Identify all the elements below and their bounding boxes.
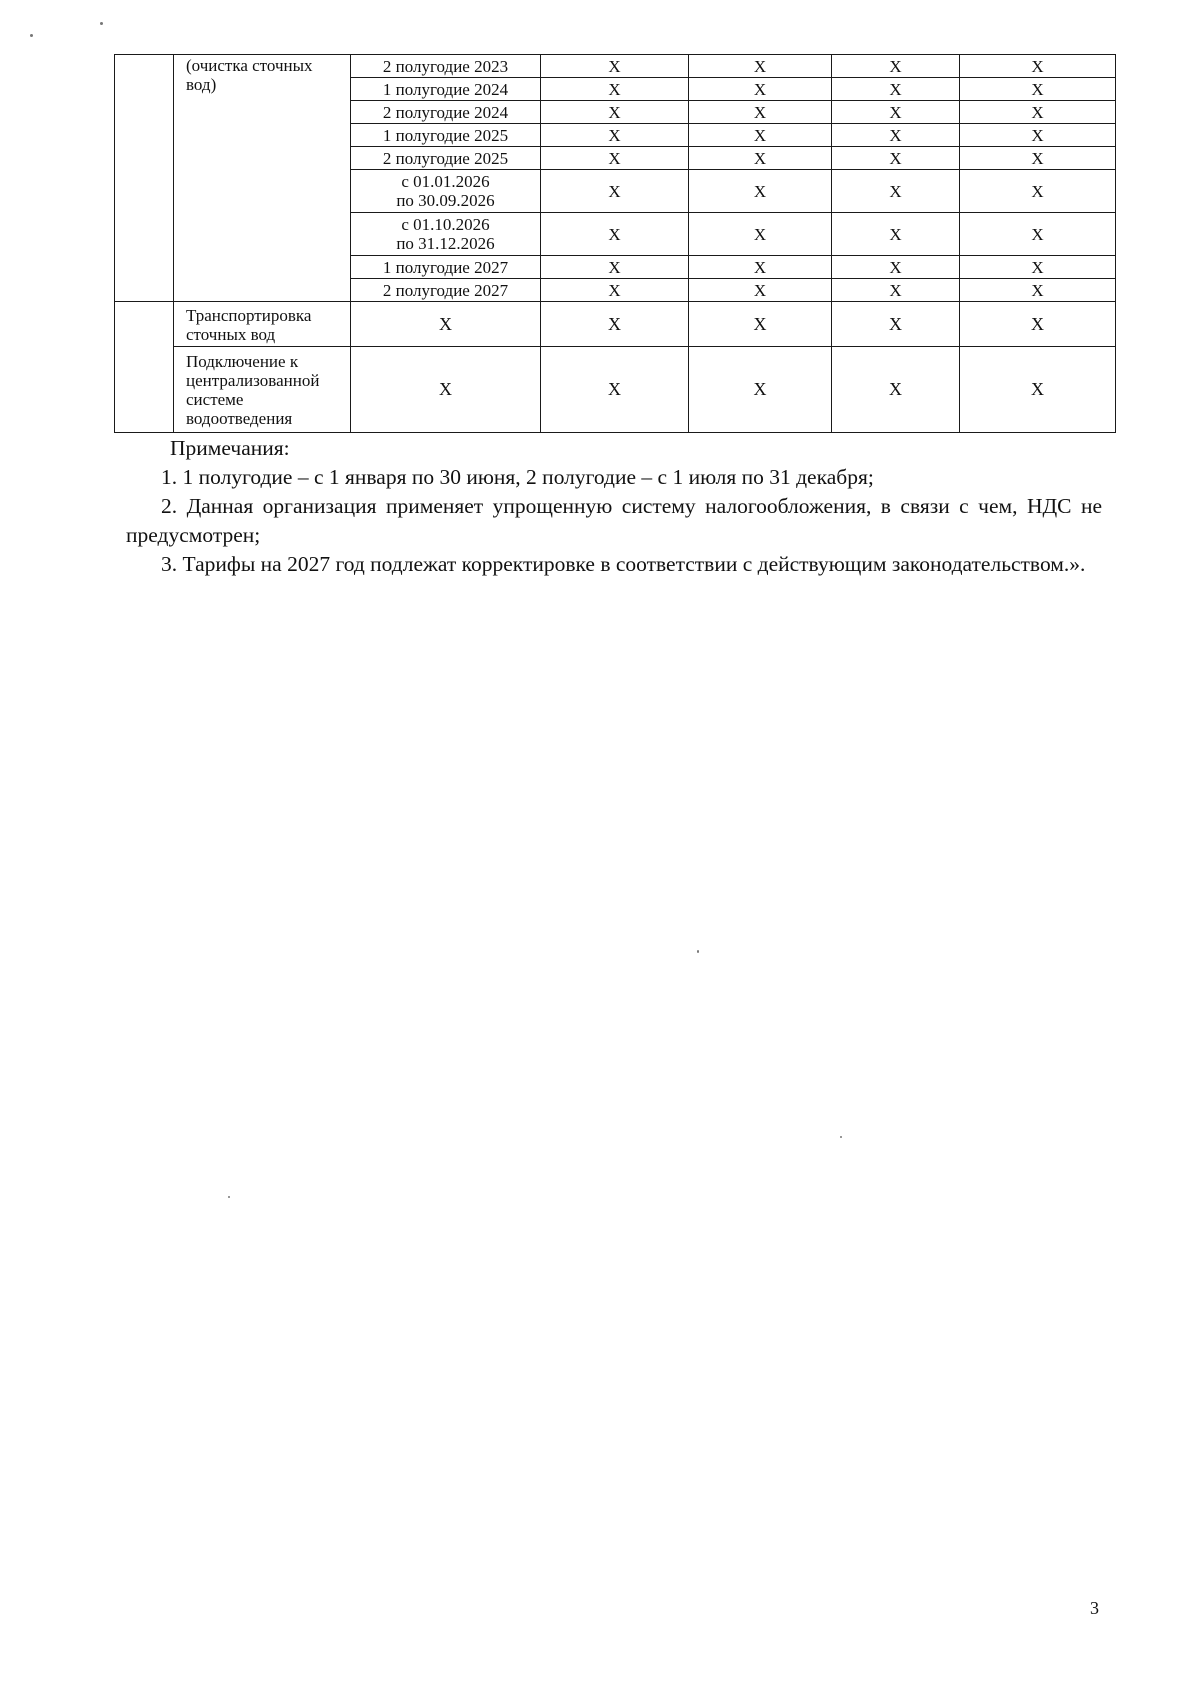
- value-cell: Х: [541, 147, 689, 170]
- value-cell: Х: [960, 55, 1116, 78]
- value-cell: Х: [960, 170, 1116, 213]
- tariff-table: [114, 54, 1116, 433]
- value-cell: Х: [832, 302, 960, 347]
- value-cell: Х: [541, 256, 689, 279]
- period-end: по 31.12.2026: [396, 234, 495, 253]
- value-cell: Х: [960, 302, 1116, 347]
- service-name-cell: Подключение к централизованной системе водоотведения: [174, 347, 351, 433]
- period-cell: [351, 213, 541, 256]
- note-item: 3. Тарифы на 2027 год подлежат корректировке в соответствии с действующим законодательством.».: [161, 552, 1086, 576]
- value-cell: Х: [689, 147, 832, 170]
- value-cell: Х: [351, 302, 541, 347]
- table-row: [115, 347, 1116, 433]
- value-cell: Х: [689, 101, 832, 124]
- scan-speck: [228, 1196, 230, 1198]
- period-cell: 2 полугодие 2023: [351, 55, 541, 78]
- scan-speck: [840, 1136, 842, 1138]
- period-cell: 2 полугодие 2027: [351, 279, 541, 302]
- value-cell: Х: [960, 213, 1116, 256]
- value-cell: Х: [689, 302, 832, 347]
- value-cell: Х: [541, 279, 689, 302]
- period-start: с 01.10.2026: [401, 215, 490, 234]
- value-cell: Х: [541, 124, 689, 147]
- notes-section: [126, 434, 1102, 579]
- period-cell: 2 полугодие 2025: [351, 147, 541, 170]
- value-cell: Х: [541, 213, 689, 256]
- period-cell: 2 полугодие 2024: [351, 101, 541, 124]
- value-cell: Х: [960, 256, 1116, 279]
- value-cell: Х: [541, 101, 689, 124]
- value-cell: Х: [689, 55, 832, 78]
- table-row: [115, 302, 1116, 347]
- value-cell: Х: [832, 147, 960, 170]
- period-cell: 1 полугодие 2025: [351, 124, 541, 147]
- notes-title: Примечания:: [170, 436, 290, 460]
- value-cell: Х: [960, 279, 1116, 302]
- page-number: 3: [1090, 1598, 1099, 1618]
- value-cell: Х: [832, 124, 960, 147]
- value-cell: Х: [960, 347, 1116, 433]
- value-cell: Х: [832, 256, 960, 279]
- value-cell: Х: [832, 213, 960, 256]
- note-item: 2. Данная организация применяет упрощенную систему налогообложения, в связи с чем, НДС не предусмотрен;: [126, 494, 1102, 547]
- value-cell: Х: [689, 213, 832, 256]
- note-item: 1. 1 полугодие – с 1 января по 30 июня, 2 полугодие – с 1 июля по 31 декабря;: [161, 465, 874, 489]
- service-name-cell: (очистка сточных вод): [174, 55, 351, 302]
- value-cell: Х: [541, 347, 689, 433]
- period-cell: 1 полугодие 2024: [351, 78, 541, 101]
- value-cell: Х: [832, 279, 960, 302]
- number-cell: [115, 302, 174, 433]
- scan-speck: [697, 950, 699, 953]
- value-cell: Х: [351, 347, 541, 433]
- number-cell: [115, 55, 174, 302]
- value-cell: Х: [689, 347, 832, 433]
- period-cell: 1 полугодие 2027: [351, 256, 541, 279]
- value-cell: Х: [689, 124, 832, 147]
- value-cell: Х: [689, 170, 832, 213]
- scan-speck: [100, 22, 103, 25]
- period-start: с 01.01.2026: [401, 172, 490, 191]
- value-cell: Х: [960, 124, 1116, 147]
- service-name-cell: Транспортировка сточных вод: [174, 302, 351, 347]
- value-cell: Х: [960, 78, 1116, 101]
- scan-speck: [30, 34, 33, 37]
- value-cell: Х: [960, 101, 1116, 124]
- value-cell: Х: [960, 147, 1116, 170]
- table-row: [115, 55, 1116, 78]
- value-cell: Х: [541, 55, 689, 78]
- period-cell: [351, 170, 541, 213]
- value-cell: Х: [832, 170, 960, 213]
- value-cell: Х: [689, 78, 832, 101]
- period-end: по 30.09.2026: [396, 191, 495, 210]
- value-cell: Х: [832, 101, 960, 124]
- value-cell: Х: [689, 279, 832, 302]
- value-cell: Х: [541, 78, 689, 101]
- value-cell: Х: [689, 256, 832, 279]
- value-cell: Х: [541, 170, 689, 213]
- value-cell: Х: [832, 347, 960, 433]
- value-cell: Х: [832, 78, 960, 101]
- value-cell: Х: [832, 55, 960, 78]
- value-cell: Х: [541, 302, 689, 347]
